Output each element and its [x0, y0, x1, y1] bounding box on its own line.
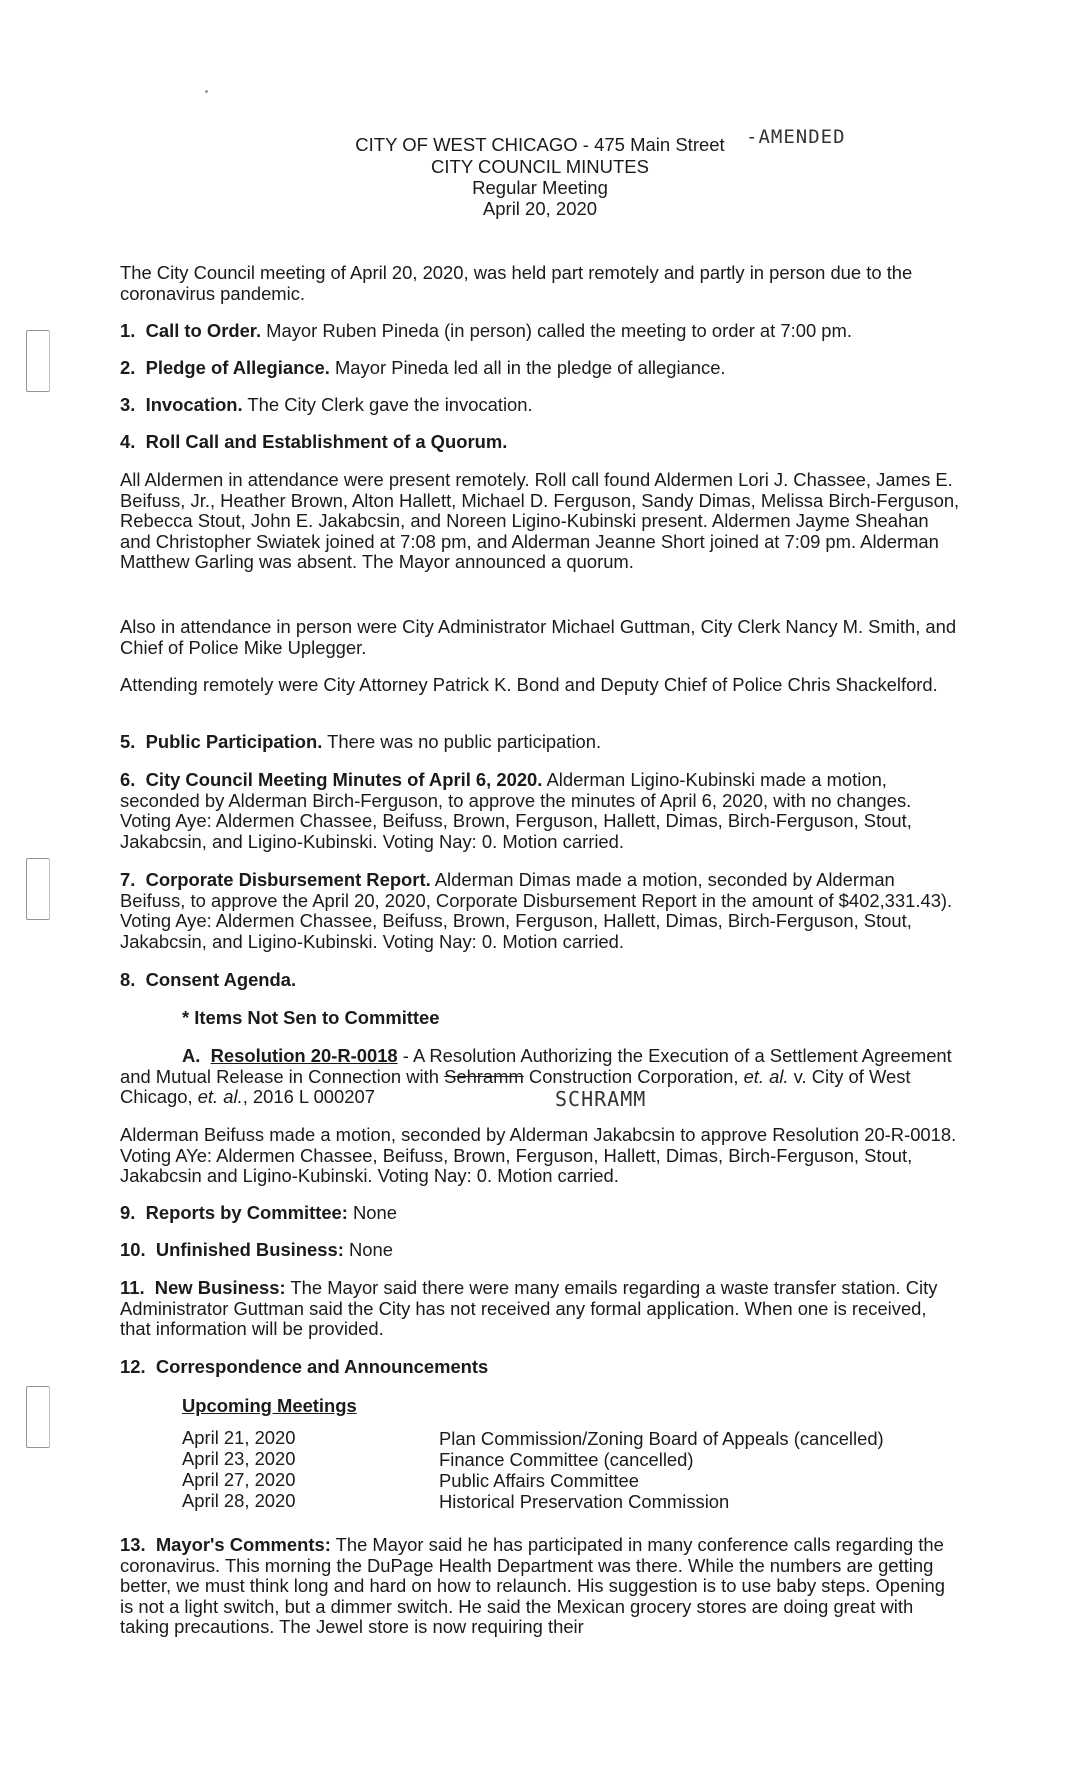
handwritten-correction: SCHRAMM	[555, 1087, 647, 1111]
meeting-name: Finance Committee (cancelled)	[439, 1449, 694, 1470]
margin-mark	[26, 330, 50, 392]
item-meeting-minutes: 6. City Council Meeting Minutes of April 6, 2020. Alderman Ligino-Kubinski made a motion, seconded by Alderman Birch-Ferguson, to approve the minutes of April 6, 2020, with no changes. Voting Aye: Aldermen Chassee, Beifuss, Brown, Ferguson, Hallett, Dimas, Birch-Ferguson, Stout, Jakabcsin, and Ligino-Kubinski. Voting Nay: 0. Motion carried.	[120, 769, 912, 852]
resolution-motion-paragraph: Alderman Beifuss made a motion, seconded by Alderman Jakabcsin to approve Resolution 20-R-0018. Voting AYe: Aldermen Chassee, Beifuss, Brown, Ferguson, Hallett, Dimas, Birch-Ferguson, Stout, Jakabcsin and Ligino-Kubinski. Voting Nay: 0. Motion carried.	[120, 1124, 957, 1186]
intro-paragraph: The City Council meeting of April 20, 2020, was held part remotely and partly in person due to the coronavirus pandemic.	[120, 262, 913, 304]
meeting-name: Public Affairs Committee	[439, 1470, 639, 1491]
item-invocation: 3. Invocation. The City Clerk gave the invocation.	[120, 394, 533, 415]
header-line-2: CITY COUNCIL MINUTES	[431, 156, 649, 177]
items-not-sent-heading: * Items Not Sen to Committee	[182, 1007, 440, 1028]
resolution-link: Resolution 20-R-0018	[210, 1045, 398, 1066]
scan-speck	[205, 90, 208, 93]
meeting-name: Plan Commission/Zoning Board of Appeals (cancelled)	[439, 1428, 884, 1449]
item-call-to-order: 1. Call to Order. Mayor Ruben Pineda (in person) called the meeting to order at 7:00 pm.	[120, 320, 852, 341]
in-person-paragraph: Also in attendance in person were City Administrator Michael Guttman, City Clerk Nancy M. Smith, and Chief of Police Mike Uplegger.	[120, 616, 957, 658]
upcoming-meetings-heading: Upcoming Meetings	[182, 1395, 357, 1416]
resolution-a-paragraph: A. Resolution 20-R-0018 - A Resolution Authorizing the Execution of a Settlement Agreement and Mutual Release in Connection with Sehramm Construction Corporation, et. al. v. City of West Chicago, et. al., 2016 L 000207	[120, 1045, 952, 1107]
roll-call-paragraph: All Aldermen in attendance were present remotely. Roll call found Aldermen Lori J. Chassee, James E. Beifuss, Jr., Heather Brown, Alton Hallett, Michael D. Ferguson, Sandy Dimas, Melissa Birch-Ferguson, Rebecca Stout, John E. Jakabcsin, and Noreen Ligino-Kubinski present. Aldermen Jayme Sheahan and Christopher Swiatek joined at 7:08 pm, and Alderman Jeanne Short joined at 7:09 pm. Alderman Matthew Garling was absent. The Mayor announced a quorum.	[120, 469, 960, 572]
item-disbursement-report: 7. Corporate Disbursement Report. Alderman Dimas made a motion, seconded by Alderman Beifuss, to approve the April 20, 2020, Corporate Disbursement Report in the amount of $402,331.43). Voting Aye: Aldermen Chassee, Beifuss, Brown, Ferguson, Hallett, Dimas, Birch-Ferguson, Stout, Jakabcsin, and Ligino-Kubinski. Voting Nay: 0. Motion carried.	[120, 869, 953, 952]
meeting-date: April 28, 2020	[182, 1490, 296, 1511]
margin-mark	[26, 858, 50, 920]
meeting-date: April 23, 2020	[182, 1448, 296, 1469]
header-line-4: April 20, 2020	[482, 198, 598, 219]
item-consent-agenda: 8. Consent Agenda.	[120, 969, 297, 990]
meeting-date: April 21, 2020	[182, 1427, 296, 1448]
meeting-name: Historical Preservation Commission	[439, 1491, 730, 1512]
item-pledge: 2. Pledge of Allegiance. Mayor Pineda led all in the pledge of allegiance.	[120, 357, 726, 378]
header-line-1: CITY OF WEST CHICAGO - 475 Main Street	[355, 134, 725, 155]
item-roll-call-heading: 4. Roll Call and Establishment of a Quorum.	[120, 431, 508, 452]
item-public-participation: 5. Public Participation. There was no public participation.	[120, 731, 602, 752]
item-reports-by-committee: 9. Reports by Committee: None	[120, 1202, 397, 1223]
handwritten-amended-note: -AMENDED	[746, 126, 846, 148]
meeting-date: April 27, 2020	[182, 1469, 296, 1490]
item-correspondence: 12. Correspondence and Announcements	[120, 1356, 489, 1377]
item-mayors-comments: 13. Mayor's Comments: The Mayor said he has participated in many conference calls regarding the coronavirus. This morning the DuPage Health Department was there. While the numbers are getting better, we must think long and hard on how to relaunch. His suggestion is to use baby steps. Opening is not a light switch, but a dimmer switch. He said the Mexican grocery stores are doing great with taking precautions. The Jewel store is now requiring their	[120, 1534, 946, 1637]
remote-paragraph: Attending remotely were City Attorney Patrick K. Bond and Deputy Chief of Police Chris Shackelford.	[120, 674, 938, 695]
item-new-business: 11. New Business: The Mayor said there were many emails regarding a waste transfer station. City Administrator Guttman said the City has not received any formal application. When one is received, that information will be provided.	[120, 1277, 938, 1339]
item-unfinished-business: 10. Unfinished Business: None	[120, 1239, 393, 1260]
header-line-3: Regular Meeting	[472, 177, 608, 198]
struck-name: Sehramm	[444, 1065, 524, 1087]
margin-mark	[26, 1386, 50, 1448]
